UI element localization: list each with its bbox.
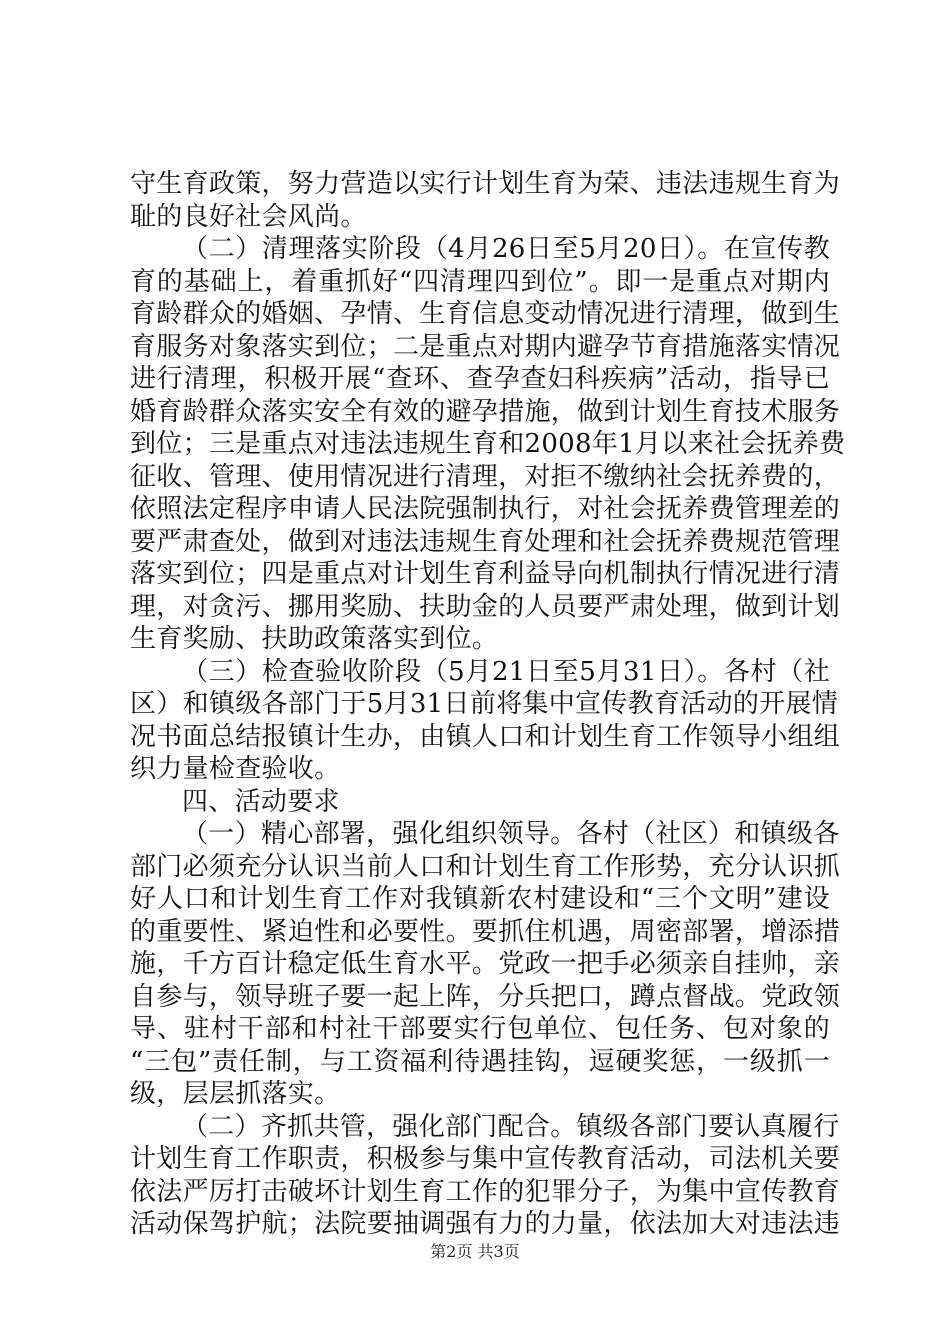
page-footer: 第2页 共3页 <box>430 1242 520 1261</box>
body-text-line: 耻的良好社会风尚。 <box>130 201 367 232</box>
body-text-line: 部门必须充分认识当前人口和计划生育工作形势，充分认识抓 <box>130 851 841 882</box>
body-text-line: 级，层层抓落实。 <box>130 1079 341 1109</box>
body-text-line: 到位；三是重点对违法违规生育和2008年1月以来社会抚养费 <box>130 429 846 459</box>
body-text-line: 施，千方百计稳定低生育水平。党政一把手必须亲自挂帅，亲 <box>130 949 841 979</box>
body-text-line: 计划生育工作职责，积极参与集中宣传教育活动，司法机关要 <box>130 1144 841 1174</box>
body-text-line: （三）检查验收阶段（5月21日至5月31日）。各村（社 <box>182 656 830 687</box>
body-text-line: 要严肃查处，做到对违法违规生育处理和社会抚养费规范管理 <box>130 526 841 557</box>
body-text-line: 活动保驾护航；法院要抽调强有力的力量，依法加大对违法违 <box>130 1209 841 1239</box>
body-text-line: 织力量检查验收。 <box>130 754 341 784</box>
body-text-line: 依照法定程序申请人民法院强制执行，对社会抚养费管理差的 <box>130 494 841 524</box>
body-text-line: 育龄群众的婚姻、孕情、生育信息变动情况进行清理，做到生 <box>130 299 841 329</box>
body-text-line: 守生育政策，努力营造以实行计划生育为荣、违法违规生育为 <box>130 169 841 199</box>
body-text-line: “三包”责任制，与工资福利待遇挂钩，逗硬奖惩，一级抓一 <box>130 1046 830 1077</box>
body-text-line: 落实到位；四是重点对计划生育利益导向机制执行情况进行清 <box>130 559 841 589</box>
body-text-line: 婚育龄群众落实安全有效的避孕措施，做到计划生育技术服务 <box>130 396 841 427</box>
body-text-line: 征收、管理、使用情况进行清理，对拒不缴纳社会抚养费的， <box>130 461 841 492</box>
body-text-line: 的重要性、紧迫性和必要性。要抓住机遇，周密部署，增添措 <box>130 916 841 947</box>
body-text-line: 育服务对象落实到位；二是重点对期内避孕节育措施落实情况 <box>130 331 841 362</box>
document-body <box>130 168 846 1241</box>
body-text-line: 育的基础上，着重抓好“四清理四到位”。即一是重点对期内 <box>130 266 830 297</box>
body-text-line: 理，对贪污、挪用奖励、扶助金的人员要严肃处理，做到计划 <box>130 591 841 622</box>
body-text-line: （二）齐抓共管，强化部门配合。镇级各部门要认真履行 <box>182 1111 840 1142</box>
body-text-line: （一）精心部署，强化组织领导。各村（社区）和镇级各 <box>182 819 840 849</box>
body-text-line: 进行清理，积极开展“查环、查孕查妇科疾病”活动，指导已 <box>130 364 830 394</box>
body-text-line: 好人口和计划生育工作对我镇新农村建设和“三个文明”建设 <box>130 884 830 914</box>
body-text-line: 区）和镇级各部门于5月31日前将集中宣传教育活动的开展情 <box>130 689 839 719</box>
body-text-line: 况书面总结报镇计生办，由镇人口和计划生育工作领导小组组 <box>130 721 841 752</box>
body-text-line: 生育奖励、扶助政策落实到位。 <box>130 624 499 654</box>
body-text-line: 导、驻村干部和村社干部要实行包单位、包任务、包对象的 <box>130 1014 830 1044</box>
body-text-line: （二）清理落实阶段（4月26日至5月20日）。在宣传教 <box>182 234 830 264</box>
body-text-line: 依法严厉打击破坏计划生育工作的犯罪分子，为集中宣传教育 <box>130 1176 841 1207</box>
body-text-line: 自参与，领导班子要一起上阵，分兵把口，蹲点督战。党政领 <box>130 981 841 1012</box>
body-text-line: 四、活动要求 <box>182 786 340 817</box>
